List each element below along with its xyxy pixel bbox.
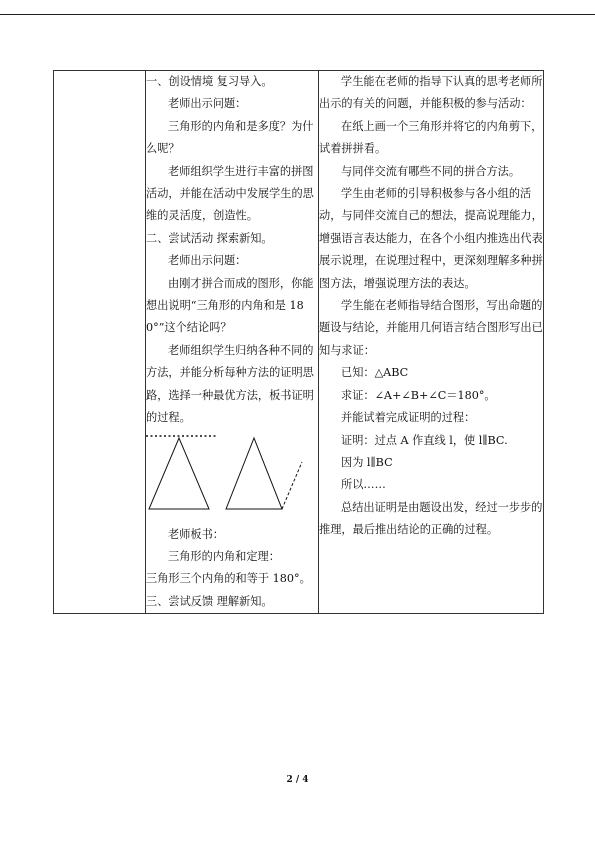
triangle-diagram (146, 434, 306, 514)
text-paragraph: 证明：过点 A 作直线 l，使 l∥BC. (341, 433, 508, 447)
page-number: 2 / 4 (286, 775, 309, 785)
teacher-activity-text (146, 71, 318, 430)
triangle-right (226, 438, 282, 509)
text-paragraph: 求证：∠A+∠B+∠C＝180°。 (341, 388, 496, 402)
text-paragraph: 老师组织学生进行丰富的拼图活动，并能在活动中发展学生的思维的灵活度，创造性。 (146, 164, 314, 223)
text-paragraph: 学生能在老师指导结合图形，写出命题的题设与结论，并能用几何语言结合图形写出已知与求证： (319, 299, 543, 357)
text-paragraph: 三角形的内角和定理： (168, 549, 280, 563)
text-paragraph: 并能试着完成证明的过程： (341, 411, 476, 425)
text-paragraph: 一、创设情境 复习导入。 (146, 75, 273, 88)
teacher-board-text (146, 524, 318, 614)
triangle-left (149, 438, 209, 509)
text-paragraph: 所以…… (341, 478, 386, 492)
table-row (54, 71, 544, 614)
text-paragraph: 三角形的内角和是多度？为什么呢？ (146, 119, 314, 156)
student-activity-cell (319, 71, 544, 614)
text-paragraph: 三、尝试反馈 理解新知。 (146, 594, 273, 608)
text-paragraph: 由刚才拼合而成的图形，你能想出说明“三角形的内角和是 180°”这个结论吗？ (146, 276, 314, 335)
text-paragraph: 老师组织学生归纳各种不同的方法，并能分析每种方法的证明思路，选择一种最优方法，板书证明的过程。 (146, 343, 314, 425)
dashed-extension-line (282, 462, 302, 509)
text-paragraph: 二、尝试活动 探索新知。 (146, 231, 273, 245)
text-paragraph: 总结出证明是由题设出发，经过一步步的推理，最后推出结论的正确的过程。 (319, 500, 543, 537)
text-paragraph: 学生由老师的引导积极参与各小组的活动，与同伴交流自己的想法，提高说理能力，增强语言表达能力，在各个小组内推选出代表展示说理，在说理过程中，更深刻理解多种拼图方法，增强说理方法的表达。 (319, 187, 543, 290)
text-paragraph: 因为 l∥BC (341, 455, 393, 469)
text-paragraph: 学生能在老师的指导下认真的思考老师所出示的有关的问题，并能积极的参与活动： (319, 75, 543, 111)
text-paragraph: 老师出示问题： (168, 254, 247, 268)
blank-column-cell (54, 71, 146, 614)
header-rule (0, 14, 595, 15)
text-paragraph: 在纸上画一个三角形并将它的内角剪下，试着拼拼看。 (319, 119, 543, 156)
lesson-plan-table (53, 70, 544, 614)
text-paragraph: 已知：△ABC (341, 366, 409, 380)
text-paragraph: 与同伴交流有哪些不同的拼合方法。 (341, 164, 521, 178)
teacher-activity-cell (146, 71, 319, 614)
student-activity-text (319, 71, 543, 542)
text-paragraph: 老师出示问题： (168, 97, 247, 111)
text-paragraph: 老师板书： (168, 527, 224, 541)
text-paragraph: 三角形三个内角的和等于 180°。 (146, 572, 311, 586)
